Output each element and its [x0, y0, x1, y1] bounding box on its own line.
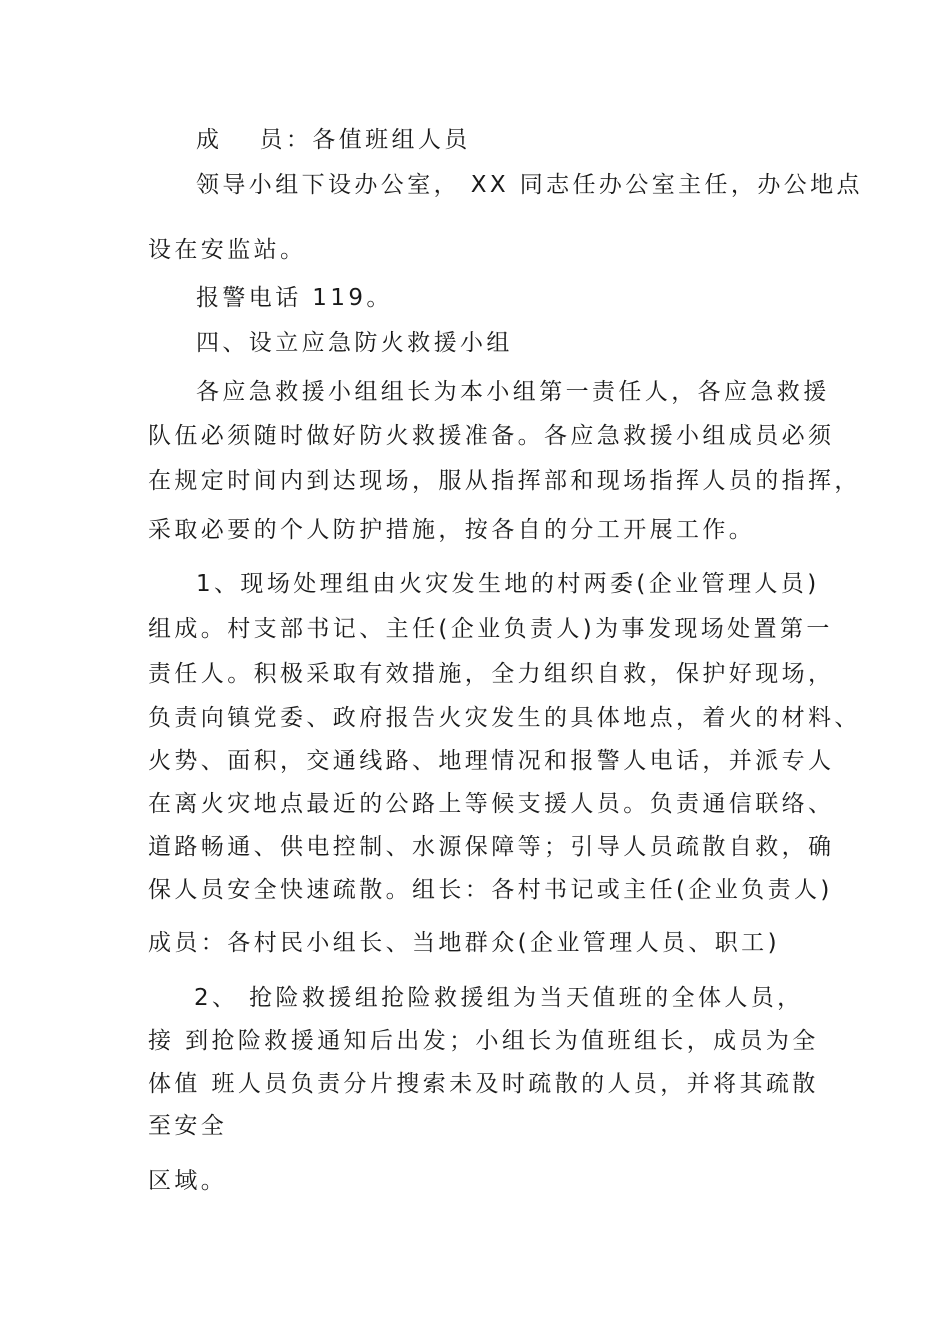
text-line: 报警电话 119。 — [196, 285, 393, 311]
text-line: 至安全 — [148, 1113, 228, 1139]
text-line: 队伍必须随时做好防火救援准备。各应急救援小组成员必须 — [148, 423, 835, 449]
text-line: 2、 抢险救援组抢险救援组为当天值班的全体人员， — [194, 985, 804, 1011]
text-line: 成 员：各值班组人员 — [196, 127, 471, 153]
text-line: 区域。 — [148, 1168, 228, 1194]
text-line: 接 到抢险救援通知后出发；小组长为值班组长，成员为全 — [148, 1028, 819, 1054]
text-line: 1、现场处理组由火灾发生地的村两委(企业管理人员) — [196, 571, 820, 597]
text-line: 火势、面积，交通线路、地理情况和报警人电话，并派专人 — [148, 748, 835, 774]
text-line: 成员：各村民小组长、当地群众(企业管理人员、职工) — [148, 930, 780, 956]
text-line: 领导小组下设办公室， XX 同志任办公室主任，办公地点 — [196, 172, 863, 198]
text-line: 在离火灾地点最近的公路上等候支援人员。负责通信联络、 — [148, 791, 835, 817]
text-line: 在规定时间内到达现场，服从指挥部和现场指挥人员的指挥， — [148, 468, 861, 494]
text-line: 采取必要的个人防护措施，按各自的分工开展工作。 — [148, 517, 756, 543]
text-line: 各应急救援小组组长为本小组第一责任人，各应急救援 — [196, 379, 830, 405]
text-line: 保人员安全快速疏散。组长：各村书记或主任(企业负责人) — [148, 877, 833, 903]
section-heading: 四、设立应急防火救援小组 — [196, 330, 513, 356]
text-line: 设在安监站。 — [148, 237, 307, 263]
text-line: 组成。村支部书记、主任(企业负责人)为事发现场处置第一 — [148, 616, 833, 642]
text-line: 责任人。积极采取有效措施，全力组织自救，保护好现场， — [148, 661, 835, 687]
text-line: 道路畅通、供电控制、水源保障等；引导人员疏散自救，确 — [148, 834, 835, 860]
text-line: 负责向镇党委、政府报告火灾发生的具体地点，着火的材料、 — [148, 705, 861, 731]
text-line: 体值 班人员负责分片搜索未及时疏散的人员，并将其疏散 — [148, 1071, 819, 1097]
